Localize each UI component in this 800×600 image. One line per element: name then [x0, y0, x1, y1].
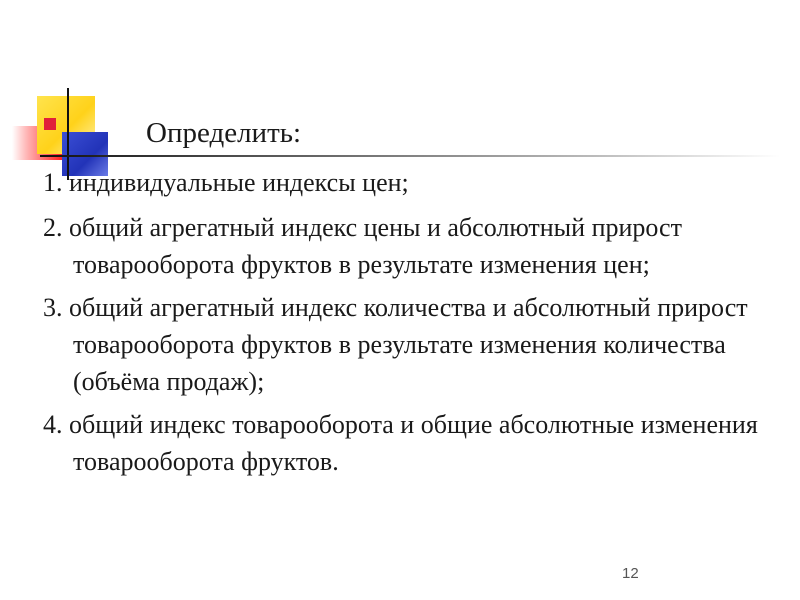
title-underline: [40, 155, 780, 157]
task-list: [43, 164, 788, 486]
list-item: 3. общий агрегатный индекс количества и абсолютный прирост товарооборота фруктов в результате изменения количества (объёма продаж);: [43, 293, 748, 396]
slide-title: Определить:: [146, 117, 302, 149]
list-item: 4. общий индекс товарооборота и общие абсолютные изменения товарооборота фруктов.: [43, 410, 758, 476]
list-item: 2. общий агрегатный индекс цены и абсолютный прирост товарооборота фруктов в результате изменения цен;: [43, 213, 682, 279]
list-item: 1. индивидуальные индексы цен;: [43, 168, 409, 197]
page-number: 12: [622, 565, 639, 582]
decorative-red-square: [44, 118, 56, 130]
